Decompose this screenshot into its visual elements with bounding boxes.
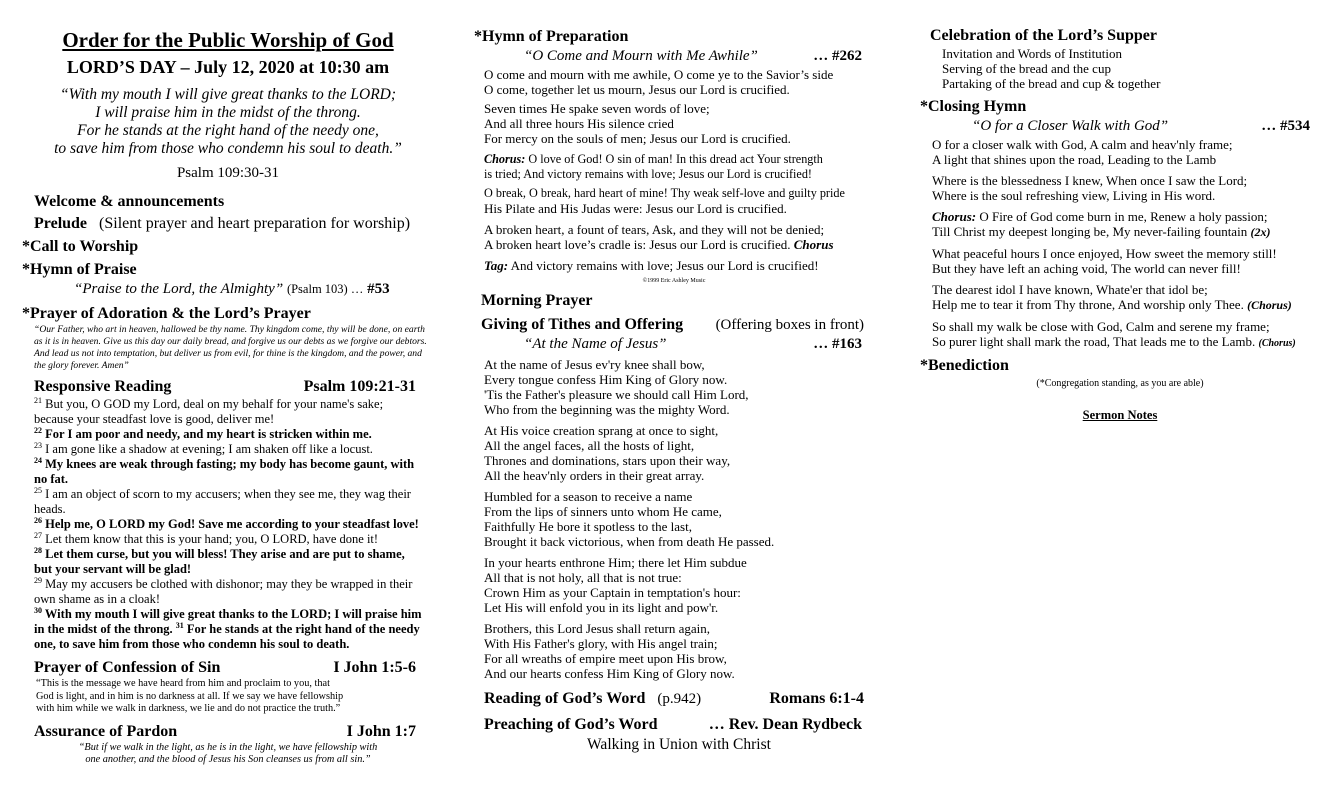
- chorus-marker: (Chorus): [1258, 338, 1296, 349]
- responsive-verse: [34, 577, 424, 607]
- lyric-line: All the angel faces, all the hosts of light,: [484, 438, 695, 453]
- hymn-of-preparation-line: [474, 47, 874, 65]
- offertory-hymn-title: “At the Name of Jesus”: [524, 336, 667, 352]
- lyric-line: A light that shines upon the road, Leading to the Lamb: [932, 152, 1217, 167]
- chorus-marker: (Chorus): [1247, 298, 1292, 312]
- lyric-line: But they have left an aching void, The world can never fill!: [932, 261, 1241, 276]
- hymn-of-praise-line: [22, 280, 434, 299]
- responsive-reading-final: [22, 607, 434, 652]
- bulletin-title: Order for the Public Worship of God: [62, 28, 394, 52]
- closing-hymn-lyrics: [920, 137, 1320, 351]
- stanza: [484, 357, 874, 417]
- chorus-label: Chorus:: [484, 152, 526, 166]
- preacher-name: … Rev. Dean Rydbeck: [708, 716, 862, 733]
- lyric-line: [932, 334, 1320, 351]
- chorus-line: [932, 224, 1320, 240]
- chorus-label: Chorus:: [932, 209, 977, 224]
- lyric-line: Seven times He spake seven words of love;: [484, 101, 710, 116]
- responsive-verse: [34, 427, 424, 442]
- lyric-text: A broken heart love’s cradle is: Jesus our Lord is crucified.: [484, 237, 791, 252]
- verse-text: Help me, O LORD my God! Save me according to your steadfast love!: [45, 517, 419, 531]
- pardon-line: one another, and the blood of Jesus his Son cleanses us from all sin.”: [85, 754, 371, 765]
- pardon-text: [22, 742, 434, 767]
- column-right: [920, 0, 1320, 423]
- preaching-heading: Preaching of God’s Word: [484, 716, 658, 733]
- scripture-reading-left: [484, 689, 701, 709]
- offertory-hymn-line: [474, 335, 874, 354]
- tithes-heading: Giving of Tithes and Offering: [481, 316, 684, 333]
- supper-item: Serving of the bread and the cup: [942, 61, 1111, 76]
- verse-number: 28: [34, 545, 42, 555]
- epigraph: [22, 86, 434, 158]
- lyric-line: O come and mourn with me awhile, O come ye to the Savior’s side: [484, 67, 834, 82]
- pardon-heading: [22, 722, 434, 742]
- responsive-verse: [34, 397, 424, 427]
- tithes-note: (Offering boxes in front): [715, 317, 864, 333]
- responsive-verse: [34, 532, 424, 547]
- tithes-line: [474, 315, 874, 335]
- lyric-line: For all wreaths of empire meet upon His brow,: [484, 651, 727, 666]
- verse-text: For I am poor and needy, and my heart is stricken within me.: [45, 427, 372, 441]
- pardon-reference: I John 1:7: [346, 722, 416, 740]
- epigraph-reference: Psalm 109:30-31: [176, 165, 280, 181]
- lyric-line: All the heav'nly orders in their great array.: [484, 468, 705, 483]
- verse-number: 30: [34, 605, 42, 615]
- verse-text: May my accusers be clothed with dishonor; may they be wrapped in their own shame as in a cloak!: [34, 577, 413, 606]
- verse-text: With my mouth I will give great thanks to the LORD; I will praise him in the midst of the throng.: [34, 607, 422, 636]
- responsive-verse: [34, 547, 424, 577]
- lyric-line: Faithfully He bore it spotless to the last,: [484, 519, 692, 534]
- lyric-line: A broken heart, a fount of tears, Ask, and they will not be denied;: [484, 222, 825, 237]
- chorus-line: is tried; And victory remains with love; Jesus our Lord is crucified!: [484, 167, 812, 181]
- benediction-heading: *Benediction: [920, 357, 1009, 374]
- lyric-line: And all three hours His silence cried: [484, 116, 674, 131]
- lyric-text: Help me to tear it from Thy throne, And worship only Thee.: [932, 297, 1244, 312]
- hymn-of-praise-heading: *Hymn of Praise: [22, 261, 137, 278]
- sermon-notes-heading: Sermon Notes: [1082, 408, 1158, 422]
- responsive-verse: [34, 517, 424, 532]
- stanza: [484, 489, 874, 549]
- chorus-line: [484, 152, 874, 167]
- epigraph-line: “With my mouth I will give great thanks to the LORD;: [59, 86, 397, 103]
- hymn-of-preparation-number: … #262: [813, 48, 862, 64]
- chorus-text: Till Christ my deepest longing be, My never-failing fountain: [932, 224, 1248, 239]
- stanza: [484, 423, 874, 483]
- preaching-line: [474, 715, 874, 735]
- lords-supper-items: [920, 46, 1320, 91]
- copyright: ©1999 Eric Ashley Music: [642, 278, 706, 284]
- supper-item: Invitation and Words of Institution: [942, 46, 1122, 61]
- lyric-line: All that is not holy, all that is not true:: [484, 570, 682, 585]
- epigraph-line: to save him from those who condemn his soul to death.”: [54, 140, 402, 157]
- verse-number: 29: [34, 575, 42, 585]
- responsive-verse: [34, 442, 424, 457]
- lyric-line: O break, O break, hard heart of mine! Thy weak self-love and guilty pride: [484, 186, 845, 200]
- service-date: LORD’S DAY – July 12, 2020 at 10:30 am: [66, 57, 390, 77]
- lyric-line: Where is the soul refreshing view, Living in His word.: [932, 188, 1216, 203]
- confession-text: [22, 678, 434, 716]
- verse-text: Let them know that this is your hand; you, O LORD, have done it!: [45, 532, 379, 546]
- column-left: [22, 0, 434, 767]
- verse-number: 24: [34, 455, 42, 465]
- lyric-line: Crown Him as your Captain in temptation's hour:: [484, 585, 741, 600]
- lyric-line: [932, 297, 1320, 313]
- scripture-reading-line: [474, 689, 874, 709]
- offertory-hymn-number: … #163: [813, 336, 862, 352]
- lyric-line: So shall my walk be close with God, Calm and serene my frame;: [932, 319, 1270, 334]
- confession-heading: [22, 658, 434, 678]
- column-middle: [474, 0, 874, 754]
- chorus-text: O Fire of God come burn in me, Renew a holy passion;: [979, 209, 1268, 224]
- closing-hymn-line: [920, 117, 1320, 135]
- lyric-line: For mercy on the souls of men; Jesus our Lord is crucified.: [484, 131, 791, 146]
- responsive-reading-reference: Psalm 109:21-31: [303, 378, 416, 395]
- pardon-label: Assurance of Pardon: [34, 722, 178, 740]
- pardon-line: “But if we walk in the light, as he is in the light, we have fellowship with: [78, 741, 378, 753]
- lyric-line: With His Father's glory, with His angel train;: [484, 636, 718, 651]
- verse-text: For he stands at the right hand of the needy one, to save him from those who condemn his soul to death.: [34, 622, 420, 651]
- confession-line: God is light, and in him is no darkness at all. If we say we have fellowship: [36, 690, 344, 702]
- closing-hymn-heading: *Closing Hymn: [920, 98, 1027, 115]
- hymn-of-praise-number: #53: [367, 281, 390, 297]
- verse-number: 26: [34, 515, 42, 525]
- scripture-reading-heading: Reading of God’s Word: [484, 690, 646, 707]
- verse-number: 27: [34, 530, 42, 540]
- supper-item: Partaking of the bread and cup & together: [942, 76, 1161, 91]
- responsive-reading-label: Responsive Reading: [34, 378, 172, 395]
- closing-hymn-title: “O for a Closer Walk with God”: [972, 118, 1169, 134]
- stanza: [484, 555, 874, 615]
- lyric-line: Brought it back victorious, when from death He passed.: [484, 534, 775, 549]
- lords-supper-heading: Celebration of the Lord’s Supper: [930, 27, 1157, 44]
- offertory-hymn-lyrics: [474, 357, 874, 681]
- verse-number: 31: [175, 620, 184, 630]
- responsive-verse: [34, 487, 424, 517]
- chorus-line: [932, 209, 1320, 224]
- lyric-line: Thrones and dominations, stars upon their way,: [484, 453, 731, 468]
- chorus-marker: Chorus: [793, 237, 834, 252]
- verse-text: I am an object of scorn to my accusers; when they see me, they wag their heads.: [34, 487, 411, 516]
- lyric-line: O for a closer walk with God, A calm and heav'nly frame;: [932, 137, 1233, 152]
- lyric-line: From the lips of sinners unto whom He came,: [484, 504, 722, 519]
- scripture-reading-page: (p.942): [657, 691, 702, 707]
- hymn-of-preparation-title: “O Come and Mourn with Me Awhile”: [524, 48, 758, 64]
- lyric-line: His Pilate and His Judas were: Jesus our Lord is crucified.: [484, 201, 787, 216]
- adoration-heading: *Prayer of Adoration & the Lord’s Prayer: [22, 305, 311, 322]
- lyric-line: O come, together let us mourn, Jesus our Lord is crucified.: [484, 82, 790, 97]
- verse-number: 23: [34, 440, 42, 450]
- epigraph-line: For he stands at the right hand of the needy one,: [77, 122, 379, 139]
- lords-prayer-text: “Our Father, who art in heaven, hallowed be thy name. Thy kingdom come, thy will be done, on earth as it is in heaven. Give us this day our daily bread, and forgive us our debts as we forgive our debtors. And lead us not into temptation, but deliver us from evil, for thine is the kingdom, and the power, and the glory forever. Amen”: [34, 324, 427, 371]
- confession-reference: I John 1:5-6: [333, 659, 416, 676]
- welcome-heading: Welcome & announcements: [34, 193, 225, 210]
- tag-label: Tag:: [484, 258, 509, 273]
- closing-hymn-number: … #534: [1261, 118, 1310, 134]
- verse-number: 21: [34, 395, 42, 405]
- tag-line: [484, 258, 874, 273]
- lyric-line: What peaceful hours I once enjoyed, How sweet the memory still!: [932, 246, 1277, 261]
- lyric-line: 'Tis the Father's pleasure we should call Him Lord,: [484, 387, 749, 402]
- verse-text: Let them curse, but you will bless! They arise and are put to shame, but your servant will be glad!: [34, 547, 405, 576]
- prelude-note: (Silent prayer and heart preparation for worship): [99, 215, 411, 232]
- prelude-label: Prelude: [34, 215, 88, 232]
- lyric-line: Brothers, this Lord Jesus shall return again,: [484, 621, 711, 636]
- responsive-reading-heading: [22, 377, 434, 397]
- lyric-line: [484, 237, 874, 252]
- confession-label: Prayer of Confession of Sin: [34, 659, 221, 676]
- lyric-line: Humbled for a season to receive a name: [484, 489, 693, 504]
- lyric-line: Where is the blessedness I knew, When once I saw the Lord;: [932, 173, 1248, 188]
- lyric-line: Let His will enfold you in its light and pow'r.: [484, 600, 719, 615]
- lyric-line: In your hearts enthrone Him; there let Him subdue: [484, 555, 747, 570]
- verse-text: But you, O GOD my Lord, deal on my behalf for your name's sake; because your steadfast love is good, deliver me!: [34, 397, 384, 426]
- epigraph-line: I will praise him in the midst of the throng.: [95, 104, 361, 121]
- verse-number: 22: [34, 425, 42, 435]
- hymn-of-preparation-lyrics: [474, 67, 874, 273]
- responsive-verse: [34, 457, 424, 487]
- prelude-line: [22, 214, 434, 234]
- morning-prayer-heading: Morning Prayer: [481, 292, 593, 309]
- stanza: [484, 621, 874, 681]
- standing-note: (*Congregation standing, as you are able): [1036, 378, 1204, 389]
- lyric-text: So purer light shall mark the road, That leads me to the Lamb.: [932, 334, 1256, 349]
- repeat-marker: (2x): [1250, 225, 1271, 239]
- lyric-line: At His voice creation sprang at once to sight,: [484, 423, 719, 438]
- verse-text: I am gone like a shadow at evening; I am shaken off like a locust.: [45, 442, 373, 456]
- confession-line: with him while we walk in darkness, we lie and do not practice the truth.”: [36, 703, 341, 714]
- verse-text: My knees are weak through fasting; my body has become gaunt, with no fat.: [34, 457, 415, 486]
- scripture-reading-reference: Romans 6:1-4: [769, 690, 864, 707]
- tag-text: And victory remains with love; Jesus our Lord is crucified!: [510, 258, 819, 273]
- call-to-worship-heading: *Call to Worship: [22, 238, 139, 255]
- hymn-of-preparation-heading: *Hymn of Preparation: [474, 28, 629, 45]
- lyric-line: At the name of Jesus ev'ry knee shall bow,: [484, 357, 705, 372]
- chorus-text: O love of God! O sin of man! In this dread act Your strength: [528, 152, 823, 166]
- lyric-line: Every tongue confess Him King of Glory now.: [484, 372, 728, 387]
- hymn-of-praise-title: “Praise to the Lord, the Almighty”: [74, 281, 284, 297]
- hymn-of-praise-psalm: (Psalm 103) …: [286, 282, 364, 296]
- sermon-title: Walking in Union with Christ: [587, 736, 771, 753]
- confession-line: “This is the message we have heard from him and proclaim to you, that: [36, 678, 330, 689]
- verse-number: 25: [34, 485, 42, 495]
- lyric-line: The dearest idol I have known, Whate'er that idol be;: [932, 282, 1208, 297]
- responsive-reading-verses: [22, 397, 434, 607]
- lyric-line: Who from the beginning was the mighty Word.: [484, 402, 730, 417]
- lyric-line: And our hearts confess Him King of Glory now.: [484, 666, 735, 681]
